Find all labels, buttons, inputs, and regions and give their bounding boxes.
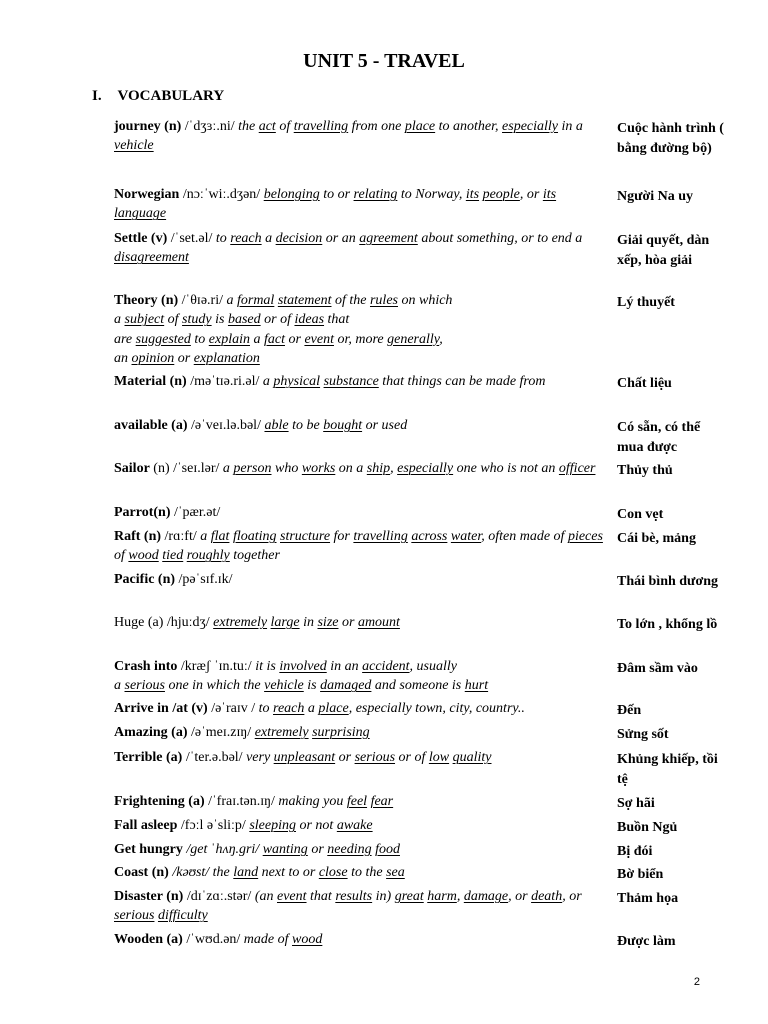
entry-ipa: /hjuːdʒ/: [166, 615, 210, 630]
entry-definition: making you feel fear: [278, 794, 394, 809]
entry-ipa: /pəˈsɪf.ɪk/: [178, 572, 233, 587]
entry-word: available (a): [114, 418, 188, 433]
entry-definition: (an event that results in) great harm, damage, or death, or serious difficulty: [114, 889, 582, 924]
entry-word: Wooden (a): [114, 932, 183, 947]
entry-vietnamese: Khủng khiếp, tồi tệ: [617, 752, 718, 787]
entry-word: Norwegian: [114, 187, 180, 202]
section-number: I.: [92, 88, 102, 104]
entry-ipa: /əˈraɪv /: [211, 701, 256, 716]
entry-definition-line: [114, 613, 610, 632]
entry-word: Huge (a): [114, 615, 164, 630]
entry-word: Crash into: [114, 659, 178, 674]
entry-ipa: /ˈwʊd.ən/: [186, 932, 241, 947]
entry-definition-line: [114, 372, 610, 391]
entry-ipa: /dɪˈzɑː.stər/: [186, 889, 252, 904]
entry-vietnamese: Thái bình dương: [617, 574, 718, 589]
entry-ipa: /nɔːˈwiː.dʒən/: [182, 187, 261, 202]
entry-definition-line: [114, 229, 610, 268]
entry-vietnamese: Bờ biển: [617, 867, 664, 882]
entry-definition-line: [114, 117, 610, 156]
entry-vietnamese: Buồn Ngủ: [617, 820, 678, 835]
entry-ipa: /ˈset.əl/: [170, 231, 213, 246]
entry-definition-line: [114, 930, 610, 949]
entry-vietnamese: Cái bè, mảng: [617, 531, 696, 546]
entry-word: Sailor: [114, 461, 150, 476]
entry-definition: to reach a decision or an agreement about something, or to end a disagreement: [114, 231, 583, 266]
entry-definition: a formal statement of the rules on which a subject of study is based or of ideas that are suggested to explain a fact or event or, more generally, an opinion or explanation: [114, 293, 453, 366]
entry-definition: to reach a place, especially town, city, country..: [258, 701, 525, 716]
entry-definition-line: [114, 816, 610, 835]
entry-definition: able to be bought or used: [264, 418, 408, 433]
entry-word: Parrot(n): [114, 505, 171, 520]
entry-definition: very unpleasant or serious or of low quality: [246, 750, 492, 765]
entry-ipa: /əˈveɪ.lə.bəl/: [191, 418, 261, 433]
entry-vietnamese: Con vẹt: [617, 507, 664, 522]
entry-definition-line: [114, 185, 610, 224]
entry-word: journey (n): [114, 119, 182, 134]
entry-definition: extremely surprising: [254, 725, 370, 740]
entry-vietnamese: Thủy thủ: [617, 463, 673, 478]
entry-word: Frightening (a): [114, 794, 205, 809]
entry-definition: a person who works on a ship, especially one who is not an officer: [222, 461, 596, 476]
entry-vietnamese: Sửng sốt: [617, 727, 669, 742]
entry-definition-line: [114, 723, 610, 742]
entry-vietnamese: Đâm sầm vào: [617, 661, 698, 676]
section-label: VOCABULARY: [117, 88, 225, 104]
entry-vietnamese: To lớn , khổng lồ: [617, 617, 718, 632]
entry-definition-line: [114, 840, 610, 859]
entry-word: Raft (n): [114, 529, 162, 544]
entry-ipa: /rɑːft/: [164, 529, 197, 544]
entry-ipa: /ˈseɪ.lər/: [173, 461, 220, 476]
entry-vietnamese: Cuộc hành trình ( bằng đường bộ): [617, 121, 724, 156]
entry-vietnamese: Chất liệu: [617, 376, 672, 391]
entry-word: Theory (n): [114, 293, 179, 308]
entry-word: Material (n): [114, 374, 187, 389]
entry-word: Arrive in /at (v): [114, 701, 208, 716]
entry-definition: a flat floating structure for travelling across water, often made of pieces of wood tied roughly together: [114, 529, 603, 564]
entry-vietnamese: Bị đói: [617, 844, 653, 859]
entry-definition-line: [114, 291, 610, 368]
entry-ipa: /ˈθɪə.ri/: [181, 293, 223, 308]
entry-word: Terrible (a): [114, 750, 183, 765]
entry-vietnamese: Người Na uy: [617, 189, 694, 204]
entry-definition: /get ˈhʌŋ.gri/ wanting or needing food: [186, 842, 400, 857]
entry-definition-line: [114, 748, 610, 767]
entry-word: Disaster (n): [114, 889, 184, 904]
entry-definition-line: [114, 699, 610, 718]
entry-definition-line: [114, 570, 610, 589]
entry-word-pos: (n): [149, 461, 170, 476]
entry-definition-line: [114, 503, 610, 522]
page-title: UNIT 5 - TRAVEL: [303, 50, 465, 72]
entry-word: Coast (n): [114, 865, 169, 880]
entry-definition-line: [114, 657, 610, 696]
entry-ipa: /məˈtɪə.ri.əl/: [190, 374, 260, 389]
entry-definition: /kəʊst/ the land next to or close to the sea: [172, 865, 405, 880]
entry-vietnamese: Thảm họa: [617, 891, 679, 906]
entry-vietnamese: Sợ hãi: [617, 796, 655, 811]
entry-ipa: /kræʃ ˈɪn.tuː/: [180, 659, 252, 674]
entry-word: Fall asleep: [114, 818, 178, 833]
entry-word: Get hungry: [114, 842, 183, 857]
entry-vietnamese: Được làm: [617, 934, 676, 949]
entry-definition: it is involved in an accident, usually a serious one in which the vehicle is damaged and someone is hurt: [114, 659, 489, 694]
entry-word: Amazing (a): [114, 725, 188, 740]
entry-definition-line: [114, 527, 610, 566]
entry-ipa: /ˈfraɪ.tən.ɪŋ/: [208, 794, 275, 809]
entry-vietnamese: Lý thuyết: [617, 295, 675, 310]
entry-definition-line: [114, 459, 610, 478]
entry-definition: extremely large in size or amount: [213, 615, 400, 630]
entry-ipa: /əˈmeɪ.zɪŋ/: [191, 725, 252, 740]
entry-definition-line: [114, 887, 610, 926]
entry-vietnamese: Đến: [617, 703, 642, 718]
entry-word: Settle (v): [114, 231, 168, 246]
entry-word: Pacific (n): [114, 572, 176, 587]
entry-definition: the act of travelling from one place to another, especially in a vehicle: [114, 119, 583, 154]
entry-ipa: /ˈpær.ət/: [174, 505, 221, 520]
entry-vietnamese: Giải quyết, dàn xếp, hòa giải: [617, 233, 710, 268]
entry-definition-line: [114, 792, 610, 811]
entry-definition: made of wood: [243, 932, 323, 947]
entry-ipa: /ˈter.ə.bəl/: [185, 750, 243, 765]
entry-ipa: /ˈdʒɜː.ni/: [184, 119, 235, 134]
page-number: 2: [693, 976, 700, 988]
entry-definition-line: [114, 416, 610, 435]
entry-vietnamese: Có sẵn, có thể mua được: [617, 420, 701, 455]
entry-definition: a physical substance that things can be made from: [262, 374, 546, 389]
entry-definition: belonging to or relating to Norway, its people, or its language: [114, 187, 557, 222]
entry-definition-line: [114, 863, 610, 882]
entry-definition: sleeping or not awake: [249, 818, 373, 833]
entry-ipa: /fɔːl əˈsliːp/: [180, 818, 246, 833]
